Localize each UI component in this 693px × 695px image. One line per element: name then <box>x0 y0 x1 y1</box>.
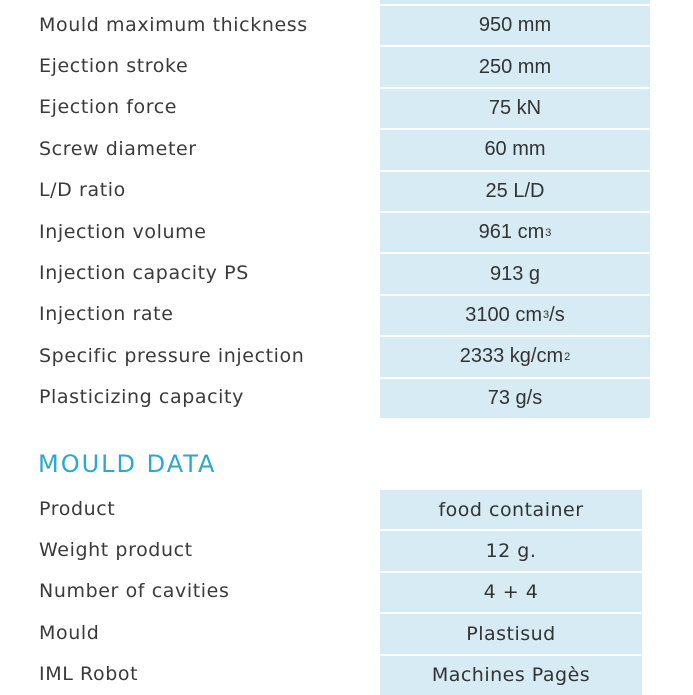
row-value <box>380 377 650 418</box>
row-label: Specific pressure injection <box>39 344 305 367</box>
value-text: 75 kN <box>488 96 542 119</box>
row-value: food container <box>380 488 642 529</box>
table-row <box>0 45 693 86</box>
mould-data-heading: MOULD DATA <box>38 450 217 478</box>
row-value <box>380 252 650 293</box>
row-value <box>380 170 650 211</box>
value-superscript: 3 <box>543 309 550 322</box>
row-label: Ejection stroke <box>39 55 189 78</box>
table-row <box>0 128 693 169</box>
table-row <box>0 529 693 570</box>
value-text: 913 g <box>489 262 541 285</box>
row-label: Injection capacity PS <box>39 262 249 285</box>
table-row <box>0 571 693 612</box>
table-row <box>0 612 693 653</box>
row-label: Mould maximum thickness <box>39 13 308 36</box>
value-superscript: 2 <box>564 350 571 363</box>
row-label: Weight product <box>39 539 193 562</box>
table-row <box>0 170 693 211</box>
value-suffix: /s <box>549 303 565 326</box>
row-value: Machines Pagès <box>380 654 642 695</box>
table-row <box>0 294 693 335</box>
value-text: 25 L/D <box>485 179 545 202</box>
row-label: IML Robot <box>39 663 139 686</box>
row-label: Plasticizing capacity <box>39 386 244 409</box>
row-value: 12 g. <box>380 529 642 570</box>
table-row <box>0 252 693 293</box>
value-text: 250 mm <box>478 55 552 78</box>
value-text: 961 cm <box>478 221 545 244</box>
row-label: Mould <box>39 621 100 644</box>
value-text: 2333 kg/cm <box>459 345 564 368</box>
row-value: Plastisud <box>380 612 642 653</box>
table-row <box>0 211 693 252</box>
row-value <box>380 211 650 252</box>
row-value: 4 + 4 <box>380 571 642 612</box>
value-text: 73 g/s <box>487 386 543 409</box>
table-row <box>0 335 693 376</box>
row-label: L/D ratio <box>39 179 126 202</box>
table-row <box>0 488 693 529</box>
value-superscript: 3 <box>545 226 552 239</box>
row-value <box>380 4 650 45</box>
row-value <box>380 335 650 376</box>
value-text: 3100 cm <box>465 303 543 326</box>
row-label: Number of cavities <box>39 580 230 603</box>
table-row <box>0 87 693 128</box>
value-text: 950 mm <box>478 14 552 37</box>
row-value <box>380 294 650 335</box>
row-value <box>380 45 650 86</box>
row-value <box>380 87 650 128</box>
row-label: Ejection force <box>39 96 178 119</box>
row-value <box>380 128 650 169</box>
row-label: Product <box>39 497 116 520</box>
row-label: Injection rate <box>39 303 174 326</box>
table-row <box>0 4 693 45</box>
row-label: Injection volume <box>39 220 207 243</box>
table-row <box>0 654 693 695</box>
row-label: Screw diameter <box>39 137 197 160</box>
value-text: 60 mm <box>484 138 546 161</box>
table-row <box>0 377 693 418</box>
